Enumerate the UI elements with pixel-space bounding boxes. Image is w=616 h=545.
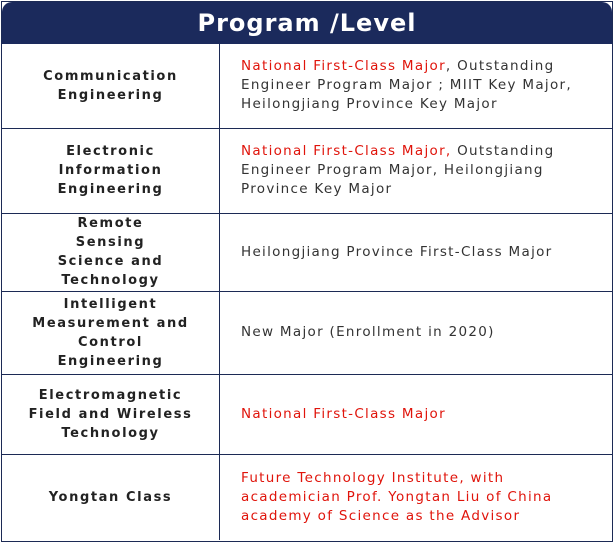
table-row [2,374,612,454]
level-cell [220,128,613,213]
level-text: Outstanding Engineer Program Major, Heilongjiang Province Key Major [241,143,555,197]
table-row [2,128,612,213]
level-highlight: Future Technology Institute, with academician Prof. Yongtan Liu of China academy of Science as the Advisor [241,469,553,524]
program-name: Communication Engineering [43,68,178,103]
program-name: Remote Sensing Science and Technology [57,216,164,288]
level-cell [220,44,613,128]
level-cell [220,454,613,540]
program-name-cell [2,213,220,291]
program-name: Electromagnetic Field and Wireless Technology [28,387,193,441]
table-row [2,213,612,291]
program-level-table [1,1,613,542]
level-highlight: National First-Class Major, [241,143,452,159]
program-table [2,44,612,540]
level-highlight: National First-Class Major [241,58,446,75]
level-cell [220,213,613,291]
program-name-cell [2,291,220,374]
program-name: Intelligent Measurement and Control Engineering [32,296,189,369]
program-name: Yongtan Class [48,489,173,505]
program-name: Electronic Information Engineering [57,144,164,197]
program-name-cell [2,44,220,128]
program-name-cell [2,128,220,213]
table-title: Program /Level [197,9,417,37]
table-header [2,2,612,44]
table-row [2,454,612,540]
level-highlight: National First-Class Major [241,405,446,422]
level-text: New Major (Enrollment in 2020) [241,324,495,340]
program-name-cell [2,374,220,454]
level-text: Heilongjiang Province First-Class Major [241,243,553,260]
program-name-cell [2,454,220,540]
table-row [2,291,612,374]
level-cell [220,291,613,374]
level-text: , Outstanding Engineer Program Major ; MIIT Key Major, Heilongjiang Province Key Major [241,58,572,113]
table-row [2,44,612,128]
level-cell [220,374,613,454]
